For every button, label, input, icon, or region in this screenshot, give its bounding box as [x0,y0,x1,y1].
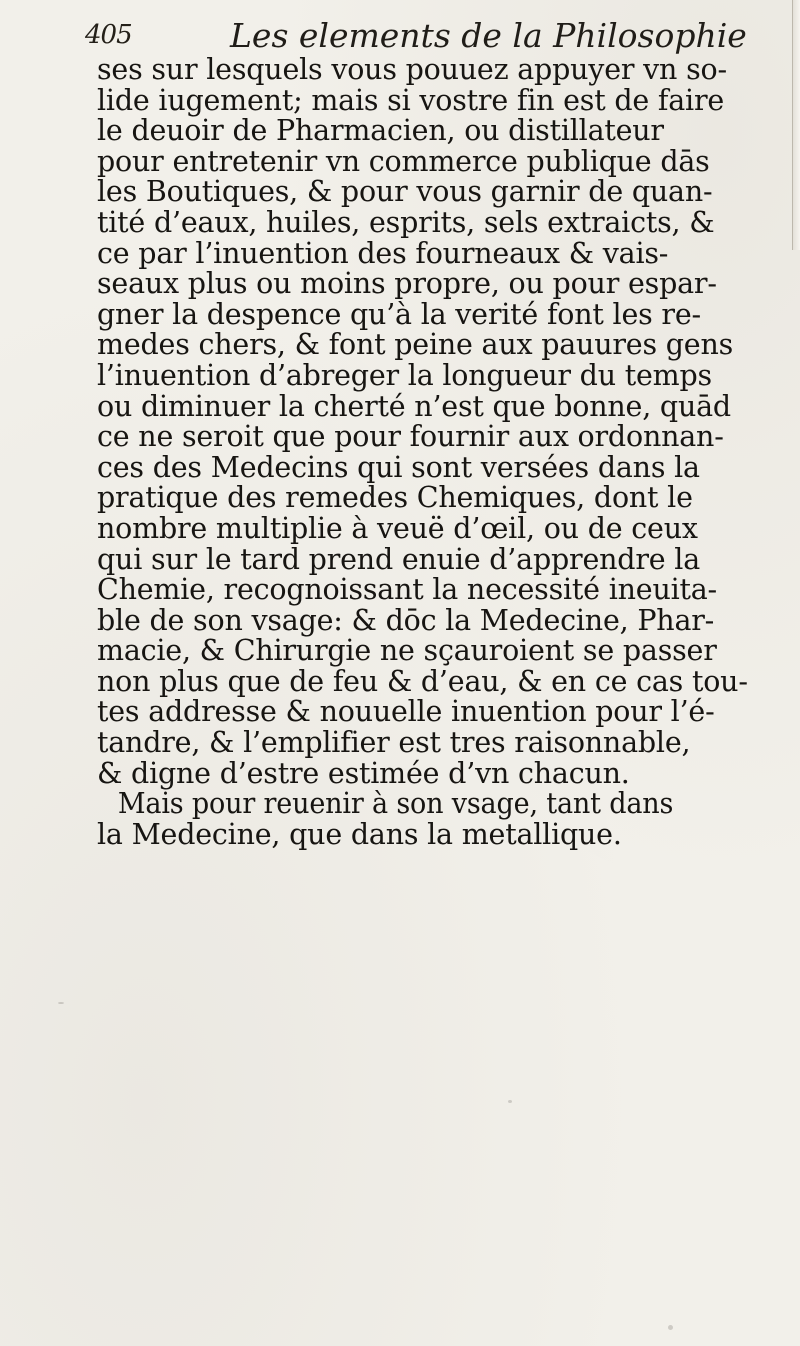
text-line: pratique des remedes Chemiques, dont le [97,481,693,515]
text-line: ces des Medecins qui sont versées dans la [97,450,700,484]
text-line: l’inuention d’abreger la longueur du temps [97,358,712,392]
text-line: tes addresse & nouuelle inuention pour l’é- [97,695,715,729]
ink-speck [508,1100,512,1103]
text-line: macie, & Chirurgie ne sçauroient se passer [97,634,717,668]
text-line: pour entretenir vn commerce publique dās [97,144,710,178]
text-line: seaux plus ou moins propre, ou pour espar- [97,267,717,301]
running-head: Les elements de la Philosophie [230,16,747,55]
text-line: Chemie, recognoissant la necessité ineuita- [97,573,717,607]
text-line: ses sur lesquels vous pouuez appuyer vn so- [97,53,727,86]
text-line: le deuoir de Pharmacien, ou distillateur [97,114,664,148]
body-text [97,55,787,850]
text-line: nombre multiplie à veuë d’œil, ou de ceux [97,511,698,545]
text-line: ble de son vsage: & dōc la Medecine, Phar- [97,603,715,637]
text-line: tandre, & l’emplifier est tres raisonnable, [97,726,691,760]
text-line: lide iugement; mais si vostre fin est de faire [97,83,725,117]
ink-speck [668,1325,673,1330]
text-line: medes chers, & font peine aux pauures gens [97,328,734,362]
text-line: gner la despence qu’à la verité font les re- [97,297,701,331]
text-line: la Medecine, que dans la metallique. [97,817,622,851]
text-line: tité d’eaux, huiles, esprits, sels extraicts, & [97,205,715,239]
ink-speck [58,1002,64,1004]
text-line: & digne d’estre estimée d’vn chacun. [97,756,630,790]
text-line: les Boutiques, & pour vous garnir de quan- [97,175,713,209]
page-edge [792,0,800,250]
text-line: ou diminuer la cherté n’est que bonne, quād [97,389,731,423]
text-line: non plus que de feu & d’eau, & en ce cas tou- [97,664,748,698]
text-line: Mais pour reuenir à son vsage, tant dans [117,787,674,821]
text-line: ce ne seroit que pour fournir aux ordonnan- [97,420,724,454]
text-line: qui sur le tard prend enuie d’apprendre la [97,542,700,576]
page-number: 405 [85,20,132,50]
text-line: ce par l’inuention des fourneaux & vais- [97,236,669,270]
